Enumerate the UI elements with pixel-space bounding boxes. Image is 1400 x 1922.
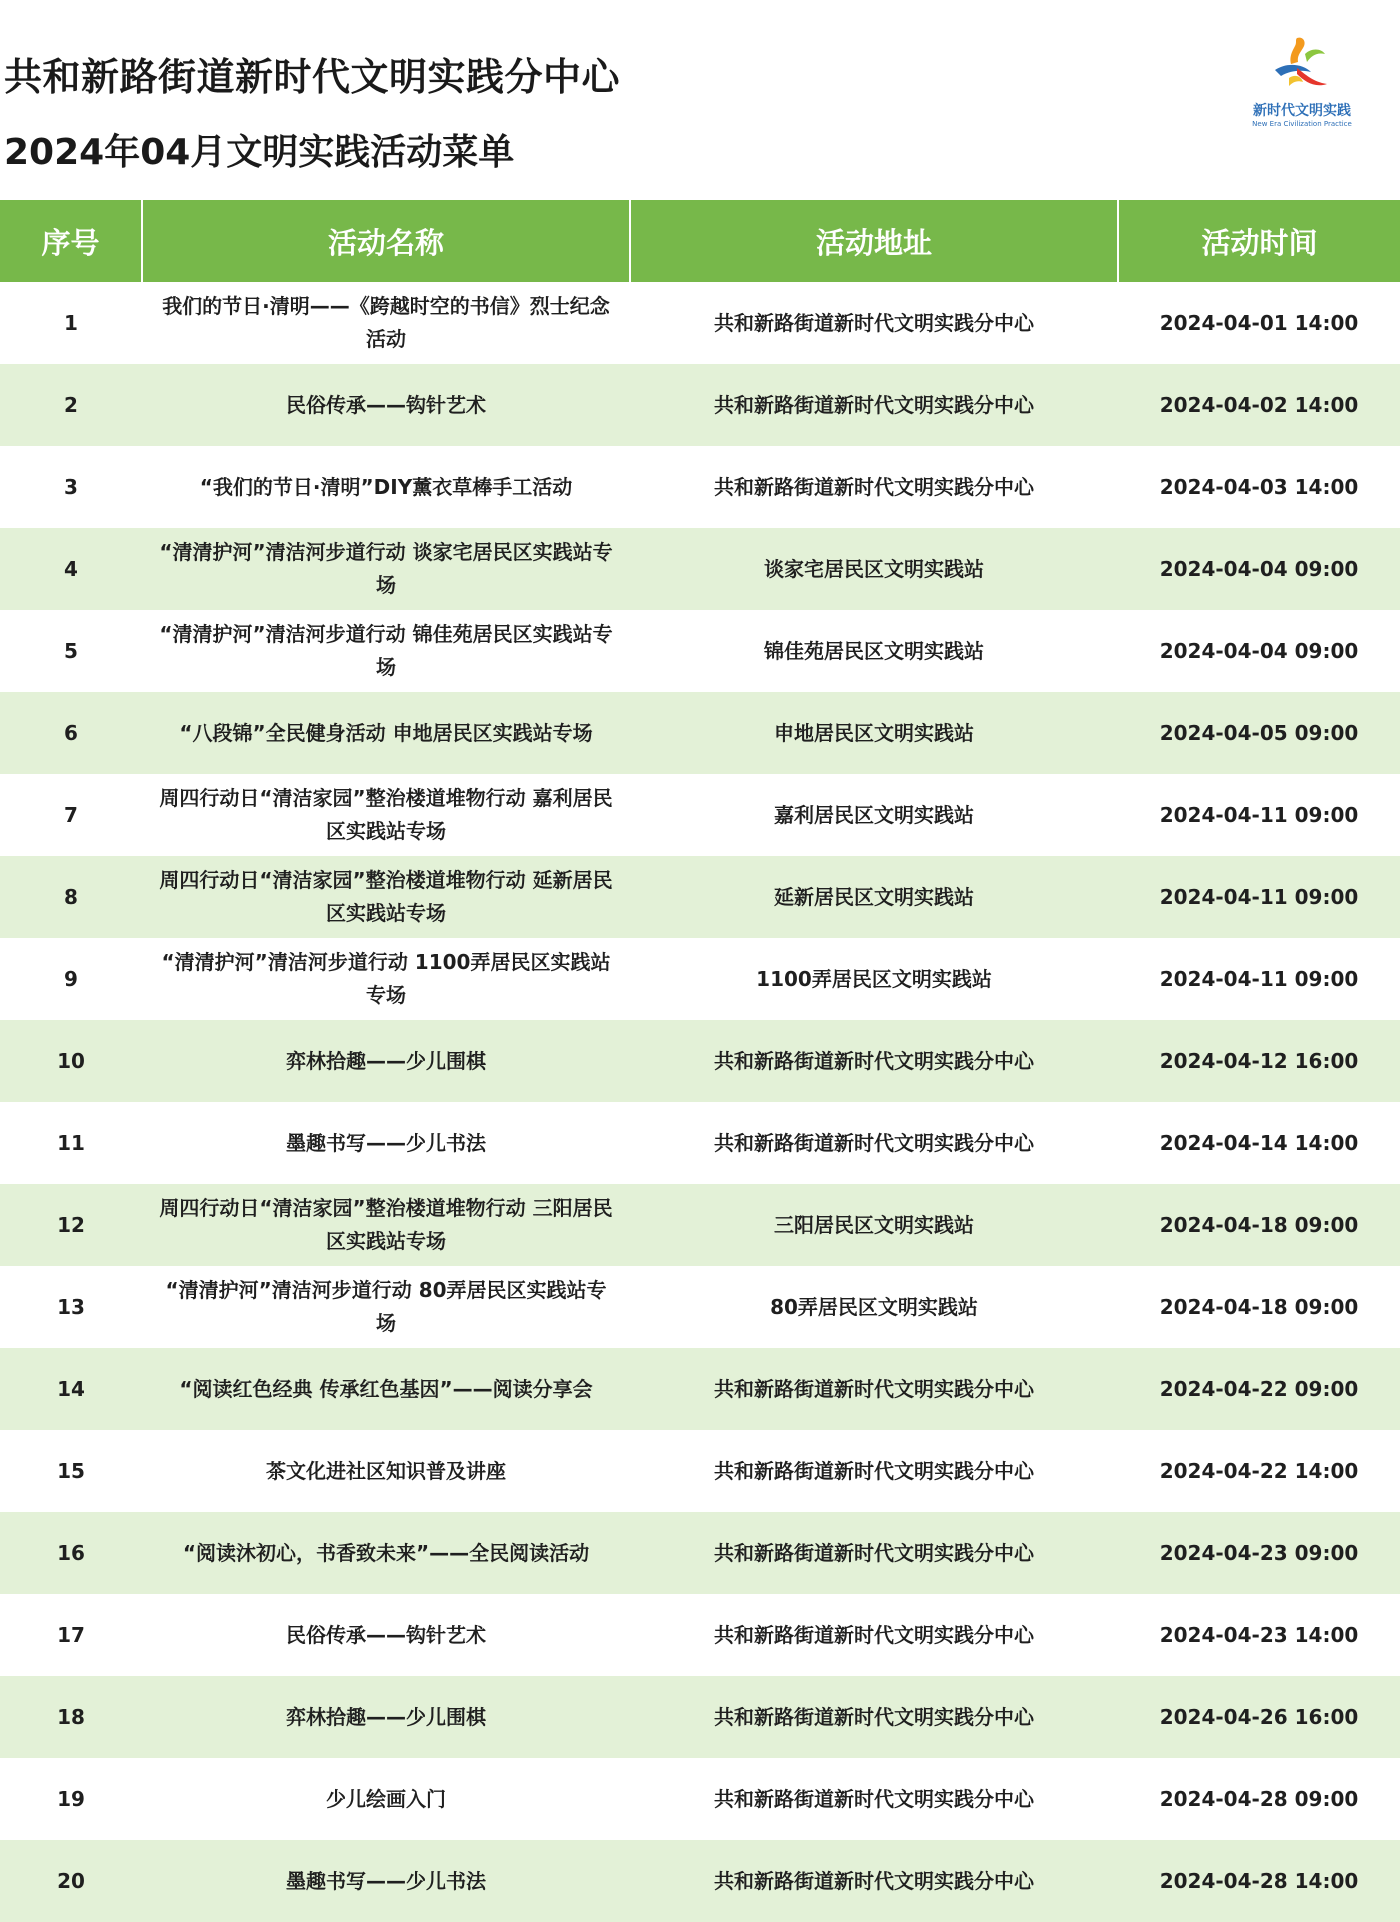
activity-address: 80弄居民区文明实践站 (630, 1266, 1118, 1348)
activity-time: 2024-04-28 09:00 (1118, 1758, 1400, 1840)
activity-time: 2024-04-28 14:00 (1118, 1840, 1400, 1922)
row-number: 9 (0, 938, 142, 1020)
activity-address: 申地居民区文明实践站 (630, 692, 1118, 774)
activity-time: 2024-04-22 14:00 (1118, 1430, 1400, 1512)
activity-address: 共和新路街道新时代文明实践分中心 (630, 1102, 1118, 1184)
row-number: 16 (0, 1512, 142, 1594)
activity-name: “阅读沐初心，书香致未来”——全民阅读活动 (142, 1512, 630, 1594)
table-row (0, 610, 1400, 692)
table-row (0, 446, 1400, 528)
row-number: 20 (0, 1840, 142, 1922)
page-header (0, 0, 1400, 200)
row-number: 2 (0, 364, 142, 446)
activity-address: 共和新路街道新时代文明实践分中心 (630, 1676, 1118, 1758)
table-header-row (0, 200, 1400, 282)
activity-address: 共和新路街道新时代文明实践分中心 (630, 1430, 1118, 1512)
row-number: 11 (0, 1102, 142, 1184)
activity-address: 共和新路街道新时代文明实践分中心 (630, 1594, 1118, 1676)
table-row (0, 1348, 1400, 1430)
activity-time: 2024-04-02 14:00 (1118, 364, 1400, 446)
activity-time: 2024-04-11 09:00 (1118, 938, 1400, 1020)
activity-address: 共和新路街道新时代文明实践分中心 (630, 1758, 1118, 1840)
logo-chinese-text: 新时代文明实践 (1253, 103, 1351, 119)
activity-address: 共和新路街道新时代文明实践分中心 (630, 282, 1118, 364)
row-number: 10 (0, 1020, 142, 1102)
table-row (0, 1758, 1400, 1840)
row-number: 19 (0, 1758, 142, 1840)
activity-address: 谈家宅居民区文明实践站 (630, 528, 1118, 610)
page-subtitle: 2024年04月文明实践活动菜单 (4, 132, 515, 173)
activity-name: “我们的节日·清明”DIY薰衣草棒手工活动 (142, 446, 630, 528)
table-row (0, 1266, 1400, 1348)
row-number: 1 (0, 282, 142, 364)
activity-name: 茶文化进社区知识普及讲座 (142, 1430, 630, 1512)
activity-time: 2024-04-04 09:00 (1118, 528, 1400, 610)
row-number: 13 (0, 1266, 142, 1348)
activity-time: 2024-04-22 09:00 (1118, 1348, 1400, 1430)
column-header-name: 活动名称 (142, 200, 630, 282)
activity-time: 2024-04-18 09:00 (1118, 1184, 1400, 1266)
activity-name: “清清护河”清洁河步道行动 锦佳苑居民区实践站专场 (142, 610, 630, 692)
table-row (0, 1184, 1400, 1266)
row-number: 18 (0, 1676, 142, 1758)
table-row (0, 1512, 1400, 1594)
activity-address: 锦佳苑居民区文明实践站 (630, 610, 1118, 692)
table-row (0, 1594, 1400, 1676)
activity-name: 弈林拾趣——少儿围棋 (142, 1676, 630, 1758)
table-row (0, 282, 1400, 364)
activity-time: 2024-04-12 16:00 (1118, 1020, 1400, 1102)
activity-name: “八段锦”全民健身活动 申地居民区实践站专场 (142, 692, 630, 774)
row-number: 8 (0, 856, 142, 938)
activity-time: 2024-04-26 16:00 (1118, 1676, 1400, 1758)
activity-name: 我们的节日·清明——《跨越时空的书信》烈士纪念活动 (142, 282, 630, 364)
table-row (0, 1102, 1400, 1184)
table-row (0, 364, 1400, 446)
activity-name: 墨趣书写——少儿书法 (142, 1102, 630, 1184)
table-row (0, 1676, 1400, 1758)
activity-address: 嘉利居民区文明实践站 (630, 774, 1118, 856)
activity-name: 民俗传承——钩针艺术 (142, 364, 630, 446)
activity-name: 墨趣书写——少儿书法 (142, 1840, 630, 1922)
activity-table (0, 200, 1400, 1922)
activity-time: 2024-04-01 14:00 (1118, 282, 1400, 364)
page-title: 共和新路街道新时代文明实践分中心 (4, 55, 621, 99)
activity-address: 共和新路街道新时代文明实践分中心 (630, 364, 1118, 446)
activity-time: 2024-04-23 09:00 (1118, 1512, 1400, 1594)
activity-address: 共和新路街道新时代文明实践分中心 (630, 1020, 1118, 1102)
activity-name: 周四行动日“清洁家园”整治楼道堆物行动 嘉利居民区实践站专场 (142, 774, 630, 856)
column-header-time: 活动时间 (1118, 200, 1400, 282)
logo-english-text: New Era Civilization Practice (1252, 120, 1352, 128)
activity-time: 2024-04-11 09:00 (1118, 856, 1400, 938)
table-row (0, 1430, 1400, 1512)
table-row (0, 1840, 1400, 1922)
activity-address: 1100弄居民区文明实践站 (630, 938, 1118, 1020)
activity-time: 2024-04-03 14:00 (1118, 446, 1400, 528)
table-row (0, 528, 1400, 610)
activity-name: 周四行动日“清洁家园”整治楼道堆物行动 三阳居民区实践站专场 (142, 1184, 630, 1266)
row-number: 6 (0, 692, 142, 774)
table-row (0, 774, 1400, 856)
activity-name: “清清护河”清洁河步道行动 1100弄居民区实践站专场 (142, 938, 630, 1020)
civilization-practice-logo (1232, 34, 1372, 144)
row-number: 7 (0, 774, 142, 856)
table-row (0, 1020, 1400, 1102)
activity-name: 民俗传承——钩针艺术 (142, 1594, 630, 1676)
table-row (0, 938, 1400, 1020)
logo-emblem-icon (1267, 34, 1337, 98)
activity-time: 2024-04-14 14:00 (1118, 1102, 1400, 1184)
table-body (0, 282, 1400, 1922)
activity-name: “清清护河”清洁河步道行动 谈家宅居民区实践站专场 (142, 528, 630, 610)
column-header-number: 序号 (0, 200, 142, 282)
row-number: 3 (0, 446, 142, 528)
activity-address: 三阳居民区文明实践站 (630, 1184, 1118, 1266)
activity-name: 周四行动日“清洁家园”整治楼道堆物行动 延新居民区实践站专场 (142, 856, 630, 938)
row-number: 17 (0, 1594, 142, 1676)
row-number: 15 (0, 1430, 142, 1512)
row-number: 4 (0, 528, 142, 610)
activity-time: 2024-04-18 09:00 (1118, 1266, 1400, 1348)
row-number: 12 (0, 1184, 142, 1266)
activity-name: 弈林拾趣——少儿围棋 (142, 1020, 630, 1102)
activity-name: 少儿绘画入门 (142, 1758, 630, 1840)
activity-time: 2024-04-04 09:00 (1118, 610, 1400, 692)
activity-address: 延新居民区文明实践站 (630, 856, 1118, 938)
activity-name: “阅读红色经典 传承红色基因”——阅读分享会 (142, 1348, 630, 1430)
row-number: 5 (0, 610, 142, 692)
table-row (0, 692, 1400, 774)
activity-time: 2024-04-11 09:00 (1118, 774, 1400, 856)
row-number: 14 (0, 1348, 142, 1430)
table-row (0, 856, 1400, 938)
activity-address: 共和新路街道新时代文明实践分中心 (630, 1840, 1118, 1922)
activity-address: 共和新路街道新时代文明实践分中心 (630, 446, 1118, 528)
activity-name: “清清护河”清洁河步道行动 80弄居民区实践站专场 (142, 1266, 630, 1348)
column-header-address: 活动地址 (630, 200, 1118, 282)
activity-time: 2024-04-05 09:00 (1118, 692, 1400, 774)
activity-time: 2024-04-23 14:00 (1118, 1594, 1400, 1676)
activity-address: 共和新路街道新时代文明实践分中心 (630, 1512, 1118, 1594)
activity-address: 共和新路街道新时代文明实践分中心 (630, 1348, 1118, 1430)
